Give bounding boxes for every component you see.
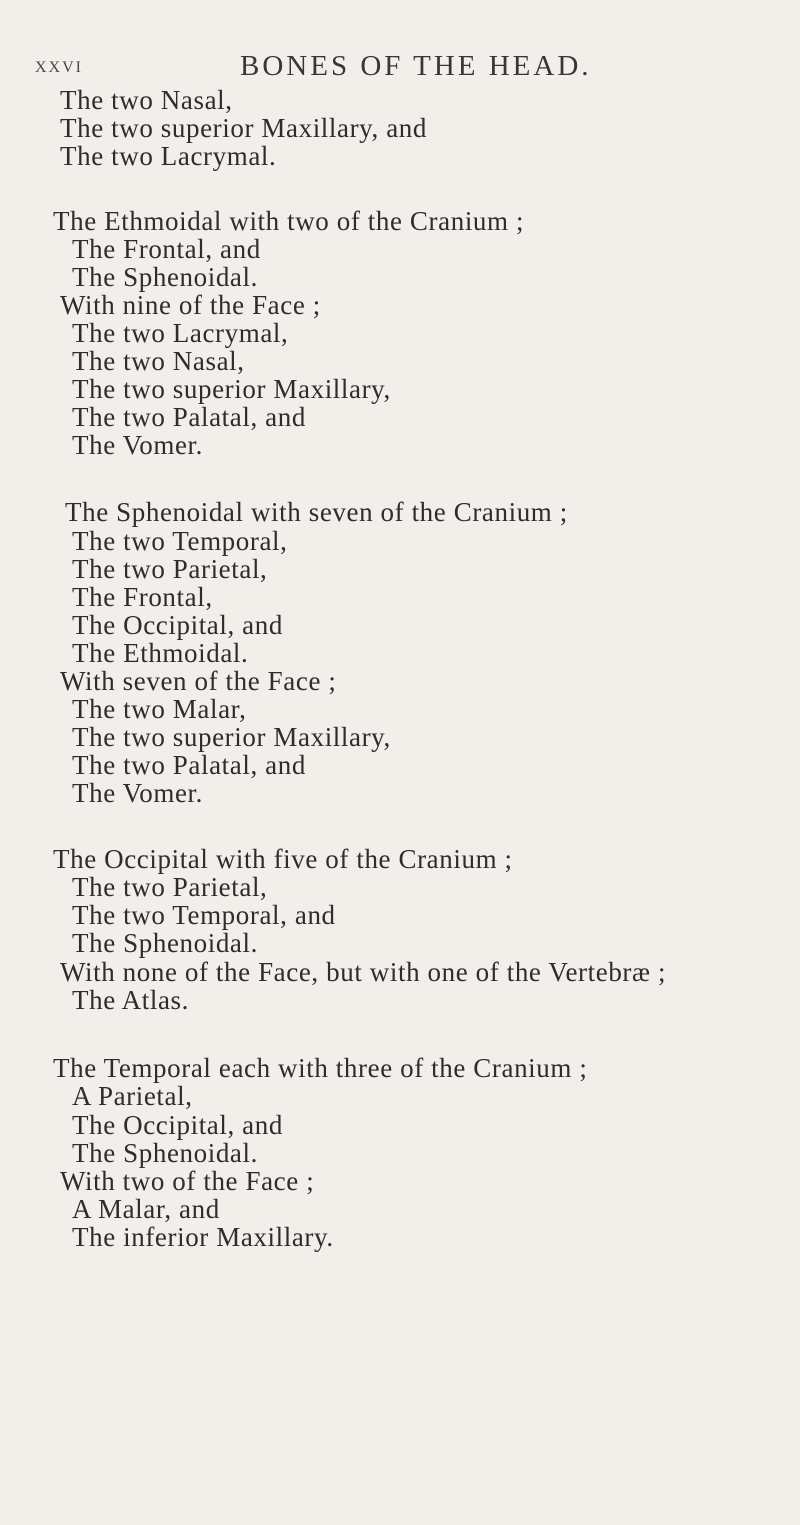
page-header: [35, 50, 775, 90]
text-line: The two superior Maxillary,: [72, 722, 391, 752]
text-line: With seven of the Face ;: [60, 666, 337, 696]
text-line: The Temporal each with three of the Cranium ;: [53, 1053, 588, 1083]
text-line: The Sphenoidal.: [72, 1138, 258, 1168]
text-line: The two Temporal,: [72, 526, 288, 556]
text-line: The Occipital, and: [72, 1110, 283, 1140]
text-line: The two Malar,: [72, 694, 247, 724]
text-line: The Occipital with five of the Cranium ;: [53, 844, 513, 874]
text-line: With two of the Face ;: [60, 1166, 315, 1196]
text-line: The two Parietal,: [72, 554, 268, 584]
text-line: The two Parietal,: [72, 872, 268, 902]
running-title: BONES OF THE HEAD.: [240, 50, 592, 82]
text-line: The Vomer.: [72, 430, 203, 460]
text-line: With nine of the Face ;: [60, 290, 321, 320]
text-line: The Sphenoidal.: [72, 928, 258, 958]
text-line: The two Palatal, and: [72, 402, 306, 432]
text-line: The Frontal,: [72, 582, 213, 612]
text-line: A Parietal,: [72, 1081, 193, 1111]
text-line: The two Nasal,: [60, 85, 233, 115]
text-line: The Vomer.: [72, 778, 203, 808]
text-line: The Ethmoidal with two of the Cranium ;: [53, 206, 525, 236]
text-line: The two superior Maxillary, and: [60, 113, 428, 143]
text-line: The two superior Maxillary,: [72, 374, 391, 404]
text-line: The two Temporal, and: [72, 900, 336, 930]
text-line: With none of the Face, but with one of the Vertebræ ;: [60, 957, 667, 987]
text-line: The Atlas.: [72, 985, 189, 1015]
text-line: The two Lacrymal,: [72, 318, 289, 348]
text-line: A Malar, and: [72, 1194, 220, 1224]
text-line: The two Lacrymal.: [60, 141, 277, 171]
text-line: The two Palatal, and: [72, 750, 306, 780]
page-number: xxvi: [35, 52, 83, 77]
text-line: The Frontal, and: [72, 234, 261, 264]
text-line: The inferior Maxillary.: [72, 1222, 334, 1252]
text-line: The Ethmoidal.: [72, 638, 249, 668]
text-line: The Occipital, and: [72, 610, 283, 640]
text-line: The Sphenoidal with seven of the Cranium ;: [65, 497, 568, 527]
text-line: The Sphenoidal.: [72, 262, 258, 292]
text-line: The two Nasal,: [72, 346, 245, 376]
